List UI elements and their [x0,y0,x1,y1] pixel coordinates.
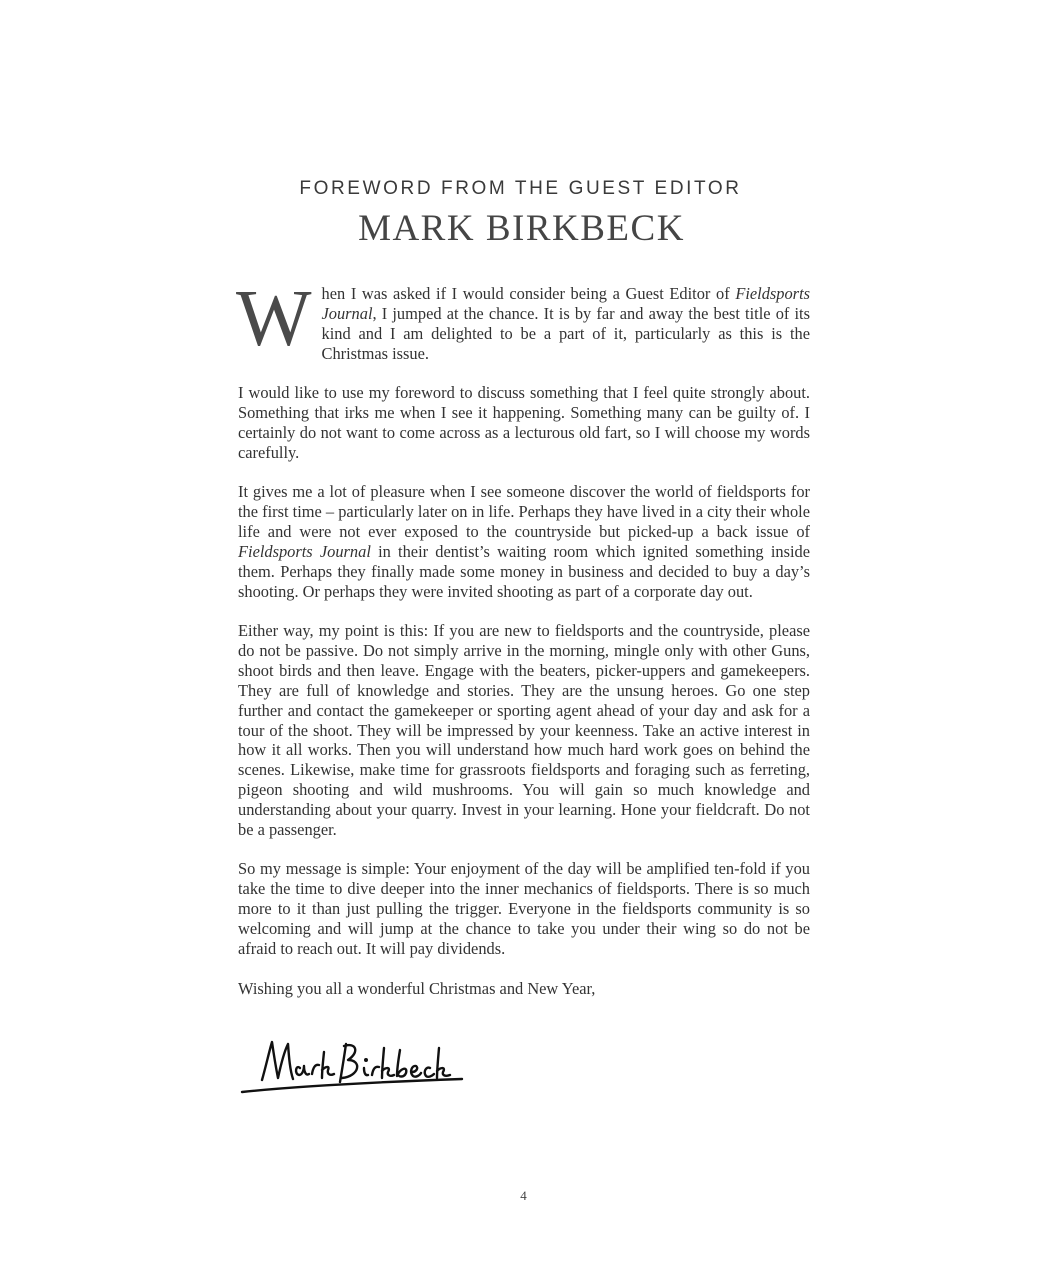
article-body [236,275,810,1018]
paragraph-4: Either way, my point is this: If you are new to fieldsports and the countryside, please do not be passive. Do not simply arrive in the morning, mingle only with other Guns, shoot birds and then leave. Engage with the beaters, picker-uppers and gamekeepers. They are full of knowledge and stories. They are the unsung heroes. Go one step further and contact the gamekeeper or sporting agent ahead of your day and ask for a tour of the shoot. They will be impressed by your keenness. Take an active interest in how it all works. Then you will understand how much hard work goes on behind the scenes. Likewise, make time for grassroots fieldsports and foraging such as ferreting, pigeon shooting and wild mushrooms. You will gain so much knowledge and understanding about your quarry. Invest in your learning. Hone your fieldcraft. Do not be a passenger. [238,621,810,839]
section-kicker: FOREWORD FROM THE GUEST EDITOR [299,178,742,199]
sign-off: Wishing you all a wonderful Christmas and New Year, [238,978,596,998]
publication-title: Fieldsports Journal [238,541,371,561]
paragraph-3-text-a: It gives me a lot of pleasure when I see someone discover the world of fieldsports for the first time – particularly later on in life. Perhaps they have lived in a city their whole life and were not ever exposed to the countryside but picked-up a back issue of [238,482,810,542]
page-number: 4 [520,1188,527,1203]
handwritten-signature [238,1022,470,1108]
paragraph-1-text-b: , I jumped at the chance. It is by far and away the best title of its kind and I am delighted to be a part of it, particularly as this is the Christmas issue. [321,303,810,363]
paragraph-3-text-b: in their dentist’s waiting room which ignited something inside them. Perhaps they finally made some money in business and decided to buy a day’s shooting. Or perhaps they were invited shooting as part of a corporate day out. [238,541,810,601]
paragraph-3 [238,482,810,601]
paragraph-1-text-a: hen I was asked if I would consider being a Guest Editor of [321,284,736,303]
paragraph-2: I would like to use my foreword to discuss something that I feel quite strongly about. Something that irks me when I see it happening. Something many can be guilty of. I certainly do not want to come across as a lecturous old fart, so I will choose my words carefully. [238,383,810,462]
page-title: MARK BIRKBECK [358,208,685,249]
drop-cap: W [236,275,312,363]
paragraph-1 [236,275,810,363]
paragraph-5: So my message is simple: Your enjoyment of the day will be amplified ten-fold if you take the time to dive deeper into the inner mechanics of fieldsports. There is so much more to it than just pulling the trigger. Everyone in the fieldsports community is so welcoming and will jump at the chance to take you under their wing so do not be afraid to reach out. It will pay dividends. [238,859,810,958]
publication-title: Fieldsports Journal [321,284,810,323]
